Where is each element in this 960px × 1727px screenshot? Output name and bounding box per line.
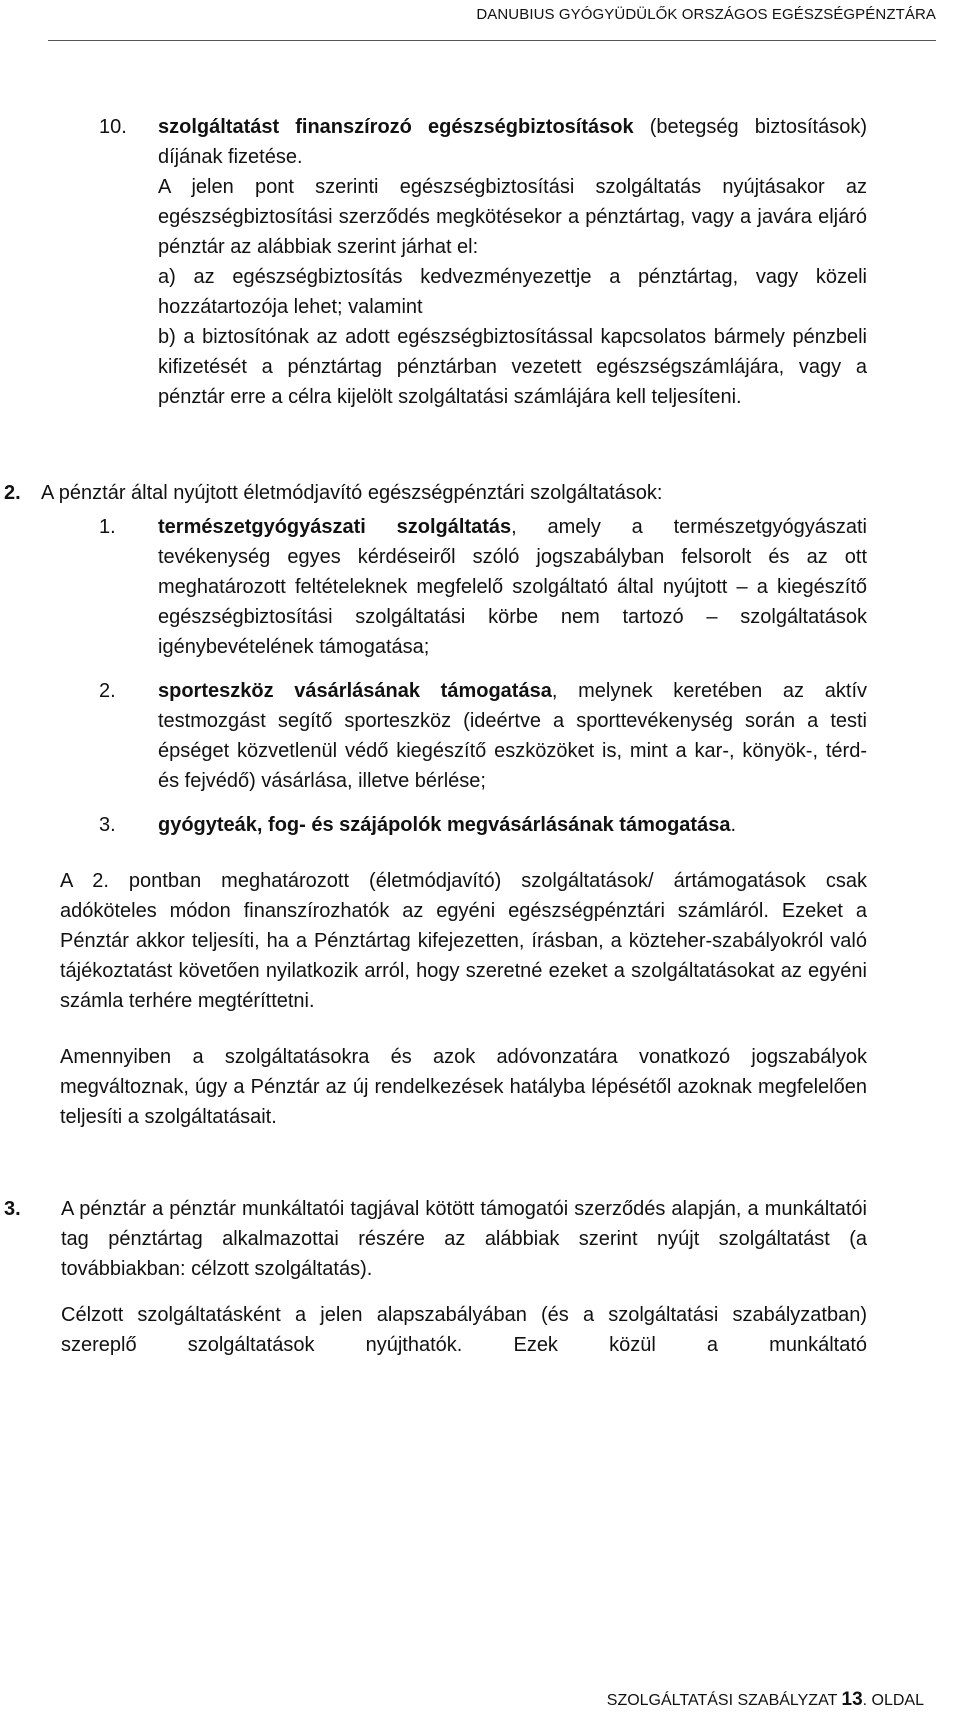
footer-label: SZOLGÁLTATÁSI SZABÁLYZAT <box>606 1692 842 1709</box>
section-2-item-2-bold: sporteszköz vásárlásának támogatása <box>158 680 552 702</box>
item-10-number: 10. <box>99 116 127 138</box>
section-3-number: 3. <box>4 1198 21 1220</box>
footer-label-suffix: . OLDAL <box>862 1692 924 1709</box>
section-3-content <box>61 1194 867 1360</box>
section-2-item-2-number: 2. <box>99 680 116 702</box>
section-2-item-3-number: 3. <box>99 814 116 836</box>
item-10-point-a: a) az egészségbiztosítás kedvezményezettje a pénztártag, vagy közeli hozzátartozója lehet; valamint <box>158 266 867 318</box>
section-2-heading <box>4 478 867 508</box>
section-2-item-1-bold: természetgyógyászati szolgáltatás <box>158 516 512 538</box>
section-2-item-3-text: . <box>730 814 737 836</box>
item-10-title-bold: szolgáltatást finanszírozó egészségbiztosítások <box>158 116 634 138</box>
section-2-item-1 <box>55 512 867 662</box>
page-header: DANUBIUS GYÓGYÜDÜLŐK ORSZÁGOS EGÉSZSÉGPÉNZTÁRA <box>476 6 936 23</box>
section-2-paragraph-2: Amennyiben a szolgáltatásokra és azok adóvonzatára vonatkozó jogszabályok megváltoznak, úgy a Pénztár az új rendelkezések hatályba lépésétől azoknak megfelelően teljesíti a szolgáltatásait. <box>60 1046 867 1128</box>
section-2-item-3 <box>55 810 867 840</box>
item-10-point-b: b) a biztosítónak az adott egészségbiztosítással kapcsolatos bármely pénzbeli kifizetését a pénztártag pénztárban vezetett egészségszámlájára, vagy a pénztár erre a célra kijelölt szolgáltatási számlájára kell teljesíteni. <box>158 326 867 408</box>
section-3-paragraph-1: A pénztár a pénztár munkáltatói tagjával kötött támogatói szerződés alapján, a munkáltatói tag pénztártag alkalmazottai részére az alábbiak szerint nyújt szolgáltatást (a továbbiakban: célzott szolgáltatás). <box>61 1198 867 1280</box>
section-2-title: A pénztár által nyújtott életmódjavító egészségpénztári szolgáltatások: <box>41 482 663 504</box>
section-2-paragraph-1: A 2. pontban meghatározott (életmódjavító) szolgáltatások/ ártámogatások csak adóköteles módon finanszírozhatók az egyéni egészségpénztári számláról. Ezeket a Pénztár akkor teljesíti, ha a Pénztártag kifejezetten, írásban, a közteher-szabályokról való tájékoztatást követően nyilatkozik arról, hogy szeretné ezeket a szolgáltatásokat az egyéni számla terhére megtéríttetni. <box>60 870 867 1012</box>
section-3 <box>4 1194 867 1360</box>
section-2-item-1-number: 1. <box>99 516 116 538</box>
section-2-item-3-bold: gyógyteák, fog- és szájápolók megvásárlásának támogatása <box>158 814 731 836</box>
section-2-item-2 <box>55 676 867 796</box>
item-10-title <box>158 112 867 172</box>
item-10-paragraph: A jelen pont szerinti egészségbiztosítási szolgáltatás nyújtásakor az egészségbiztosítási szerződés megkötésekor a pénztártag, vagy a javára eljáró pénztár az alábbiak szerint járhat el: <box>158 176 867 258</box>
section-2-number: 2. <box>4 482 21 504</box>
header-divider <box>48 40 936 41</box>
page-footer <box>607 1689 924 1711</box>
section-2-item-1-text: , amely a természetgyógyászati tevékenység egyes kérdéseiről szóló jogszabályban felsorolt és az ott meghatározott feltételeknek megfelelő szolgáltató által nyújtott – a kiegészítő egészségbiztosítási szolgáltatási körbe nem tartozó – szolgáltatások igénybevételének támogatása; <box>158 516 867 658</box>
footer-page-number: 13 <box>841 1689 863 1710</box>
document-body <box>4 112 868 1360</box>
section-2-item-2-text: , melynek keretében az aktív testmozgást segítő sporteszköz (ideértve a sporttevékenység során a testi épséget közvetlenül védő kiegészítő eszközöket is, mint a kar-, könyök-, térd- és fejvédő) vásárlása, illetve bérlése; <box>158 680 868 792</box>
section-3-paragraph-2: Célzott szolgáltatásként a jelen alapszabályában (és a szolgáltatási szabályzatban) szereplő szolgáltatások nyújthatók. Ezek közül a munkáltató <box>61 1304 867 1356</box>
item-10-title-rest: (betegség biztosítások) díjának fizetése. <box>158 116 867 168</box>
item-10 <box>55 112 867 412</box>
